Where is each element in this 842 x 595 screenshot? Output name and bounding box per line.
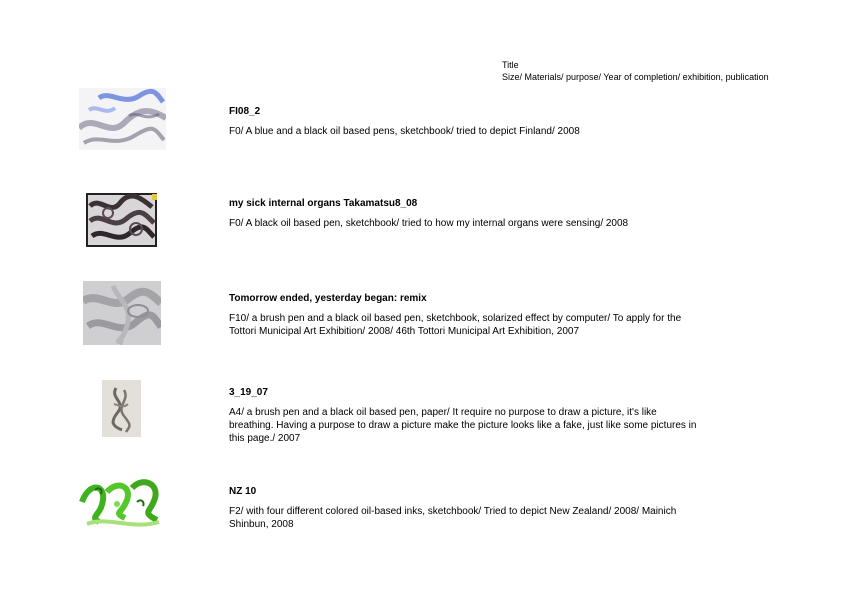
artwork-thumbnail-3 [83, 281, 161, 345]
artwork-title-1: FI08_2 [229, 106, 261, 117]
artwork-thumbnail-4 [102, 380, 141, 437]
artwork-title-3: Tomorrow ended, yesterday began: remix [229, 293, 427, 304]
artwork-description-2: F0/ A black oil based pen, sketchbook/ tried to how my internal organs were sensing/ 2008 [229, 218, 629, 229]
artwork-thumbnail-5 [77, 472, 164, 534]
artwork-description-1: F0/ A blue and a black oil based pens, sketchbook/ tried to depict Finland/ 2008 [229, 126, 580, 137]
artwork-description-4: A4/ a brush pen and a black oil based pen, paper/ It require no purpose to draw a picture, it's like breathing. Having a purpose to draw a picture make the picture looks like a fake, just like some pictures in this page./ 2007 [229, 407, 697, 444]
artwork-title-4: 3_19_07 [229, 387, 268, 398]
column-legend [502, 59, 769, 83]
legend-fields-label: Size/ Materials/ purpose/ Year of completion/ exhibition, publication [502, 72, 769, 82]
artwork-thumbnail-2 [84, 191, 159, 249]
artwork-description-5: F2/ with four different colored oil-based inks, sketchbook/ Tried to depict New Zealand/ 2008/ Mainich Shinbun, 2008 [229, 506, 677, 530]
legend-title-label: Title [502, 60, 519, 70]
artwork-description-3: F10/ a brush pen and a black oil based pen, sketchbook, solarized effect by computer/ To apply for the Tottori Municipal Art Exhibition/ 2008/ 46th Tottori Municipal Art Exhibition, 2007 [229, 313, 682, 337]
artwork-title-5: NZ 10 [229, 486, 257, 497]
artwork-title-2: my sick internal organs Takamatsu8_08 [229, 198, 418, 209]
artwork-thumbnail-1 [79, 88, 166, 150]
